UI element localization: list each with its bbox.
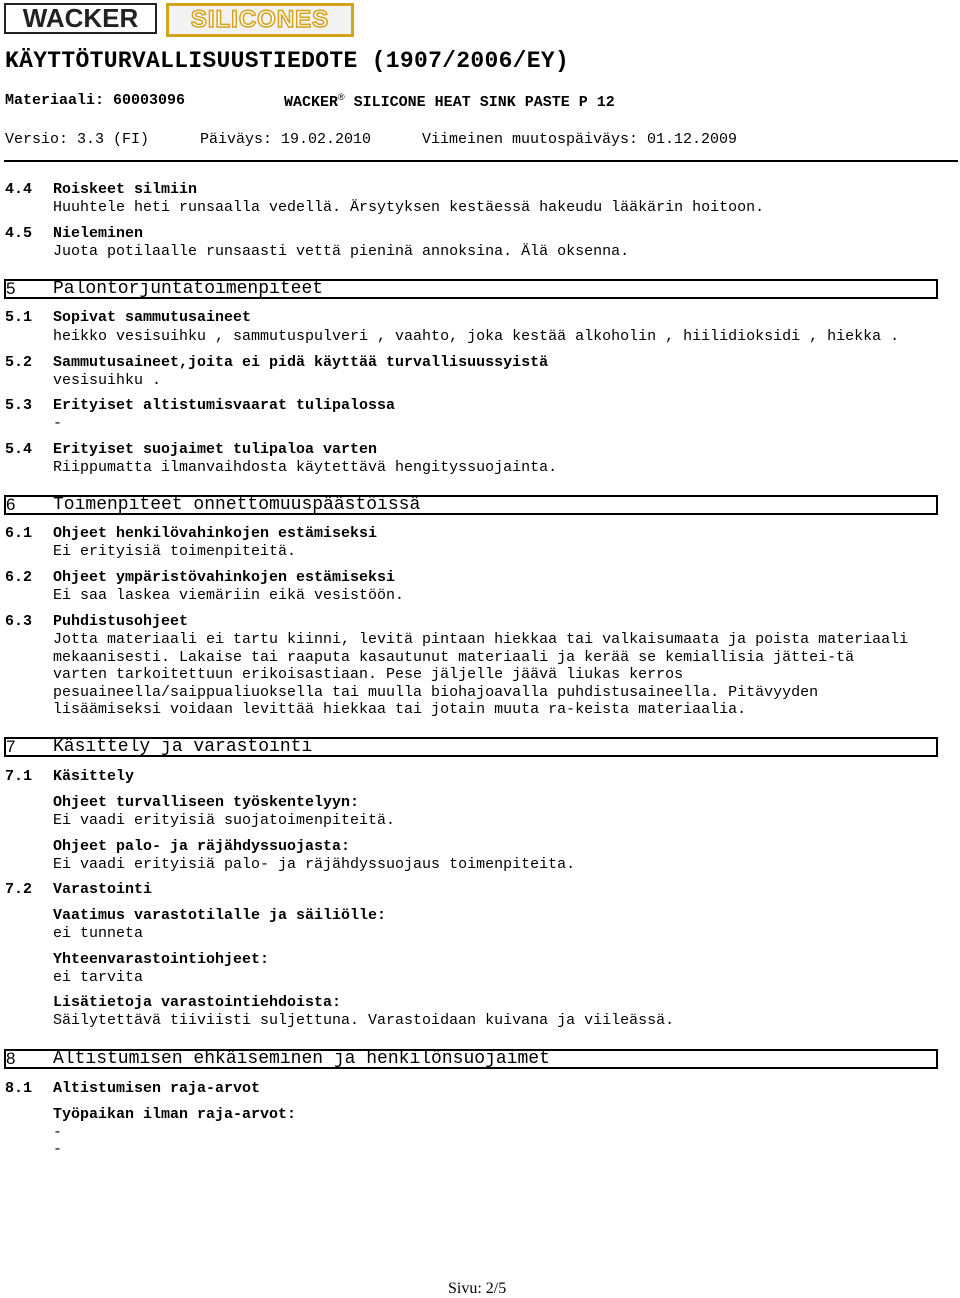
subsection-text: ei tunneta [53, 925, 144, 942]
last-modified-text: Viimeinen muutospäiväys: 01.12.2009 [422, 131, 738, 148]
paragraph-line: pesuaineella/saippualiuoksella tai muulla biohajoavalla puhdistusaineella. Pitävyyden [53, 684, 819, 701]
version-text: Versio: 3.3 (FI) [5, 131, 150, 148]
subsection-title: Puhdistusohjeet [53, 613, 189, 630]
subheading: Työpaikan ilman raja-arvot: [53, 1106, 297, 1123]
paragraph-line: varten tarkoitettuun erikoisastiaan. Pese jäljelle jäävä liukas kerros [53, 666, 684, 683]
subsection-text: ei tarvita [53, 969, 144, 986]
subsection-title: Erityiset altistumisvaarat tulipalossa [53, 397, 396, 414]
subsection-number: 5.4 [5, 441, 33, 458]
subheading: Yhteenvarastointiohjeet: [53, 951, 270, 968]
section-number: 6 [6, 495, 16, 514]
subsection-text: Säilytettävä tiiviisti suljettuna. Varastoidaan kuivana ja viileässä. [53, 1012, 675, 1029]
subsection-title: Sopivat sammutusaineet [53, 309, 252, 326]
subsection-number: 7.2 [5, 881, 33, 898]
subsection-text: Ei vaadi erityisiä palo- ja räjähdyssuojaus toimenpiteita. [53, 856, 576, 873]
subsection-title: Varastointi [53, 881, 153, 898]
subheading: Ohjeet turvalliseen työskentelyyn: [53, 794, 360, 811]
subsection-text: - [53, 415, 63, 432]
section-number: 8 [6, 1049, 16, 1068]
subsection-text: vesisuihku . [53, 372, 162, 389]
subsection-title: Altistumisen raja-arvot [53, 1080, 261, 1097]
paragraph-line: mekaanisesti. Lakaise tai raaputa kasautunut materiaali ja kerää se kemiallisia jättei-tä [53, 649, 855, 666]
subsection-number: 4.4 [5, 181, 33, 198]
subsection-number: 5.3 [5, 397, 33, 414]
page-number: Sivu: 2/5 [448, 1280, 507, 1297]
paragraph-line: lisäämiseksi voidaan levittää hiekkaa tai jotain muuta ra-keista materiaalia. [53, 701, 747, 718]
section-title: Altistumisen ehkäiseminen ja henkilönsuojaimet [53, 1049, 550, 1069]
subsection-number: 6.2 [5, 569, 33, 586]
section-title: Palontorjuntatoimenpiteet [53, 279, 324, 299]
subsection-title: Ohjeet henkilövahinkojen estämiseksi [53, 525, 378, 542]
material-label: Materiaali: 60003096 [5, 92, 186, 109]
product-name: SILICONE HEAT SINK PASTE P 12 [353, 94, 615, 111]
section-number: 7 [6, 737, 16, 756]
subsection-text: Ei saa laskea viemäriin eikä vesistöön. [53, 587, 405, 604]
subsection-title: Erityiset suojaimet tulipaloa varten [53, 441, 378, 458]
subheading: Ohjeet palo- ja räjähdyssuojasta: [53, 838, 351, 855]
silicones-logo: SILICONES [166, 3, 354, 37]
paragraph-line: Jotta materiaali ei tartu kiinni, levitä pintaan hiekkaa tai valkaisumaata ja poista materiaali [53, 631, 909, 648]
subsection-title: Nieleminen [53, 225, 144, 242]
registered-mark: ® [338, 92, 345, 102]
subsection-text: Ei vaadi erityisiä suojatoimenpiteitä. [53, 812, 396, 829]
document-title: KÄYTTÖTURVALLISUUSTIEDOTE (1907/2006/EY) [5, 48, 570, 74]
subsection-number: 5.1 [5, 309, 33, 326]
subsection-text: heikko vesisuihku , sammutuspulveri , vaahto, joka kestää alkoholin , hiilidioksidi , hiekka . [53, 328, 900, 345]
subsection-title: Roiskeet silmiin [53, 181, 198, 198]
subsection-title: Käsittely [53, 768, 135, 785]
subsection-text: Ei erityisiä toimenpiteitä. [53, 543, 297, 560]
wacker-logo: WACKER [4, 3, 157, 34]
subsection-text: - [53, 1124, 63, 1141]
section-title: Toimenpiteet onnettomuuspäästöissä [53, 495, 421, 515]
product-title [284, 92, 615, 111]
date-text: Päiväys: 19.02.2010 [200, 131, 372, 148]
product-brand: WACKER [284, 94, 339, 111]
subsection-number: 8.1 [5, 1080, 33, 1097]
subsection-number: 5.2 [5, 354, 33, 371]
subsection-number: 7.1 [5, 768, 33, 785]
subsection-text: Juota potilaalle runsaasti vettä pieninä annoksina. Älä oksenna. [53, 243, 630, 260]
section-title: Käsittely ja varastointi [53, 737, 313, 757]
subheading: Vaatimus varastotilalle ja säiliölle: [53, 907, 387, 924]
subheading: Lisätietoja varastointiehdoista: [53, 994, 342, 1011]
subsection-number: 4.5 [5, 225, 33, 242]
subsection-number: 6.1 [5, 525, 33, 542]
header-divider [4, 160, 958, 162]
subsection-number: 6.3 [5, 613, 33, 630]
subsection-title: Sammutusaineet,joita ei pidä käyttää turvallisuussyistä [53, 354, 549, 371]
subsection-text: - [53, 1141, 63, 1158]
subsection-text: Huuhtele heti runsaalla vedellä. Ärsytyksen kestäessä hakeudu lääkärin hoitoon. [53, 199, 765, 216]
subsection-text: Riippumatta ilmanvaihdosta käytettävä hengityssuojainta. [53, 459, 558, 476]
section-number: 5 [6, 279, 16, 298]
subsection-title: Ohjeet ympäristövahinkojen estämiseksi [53, 569, 396, 586]
